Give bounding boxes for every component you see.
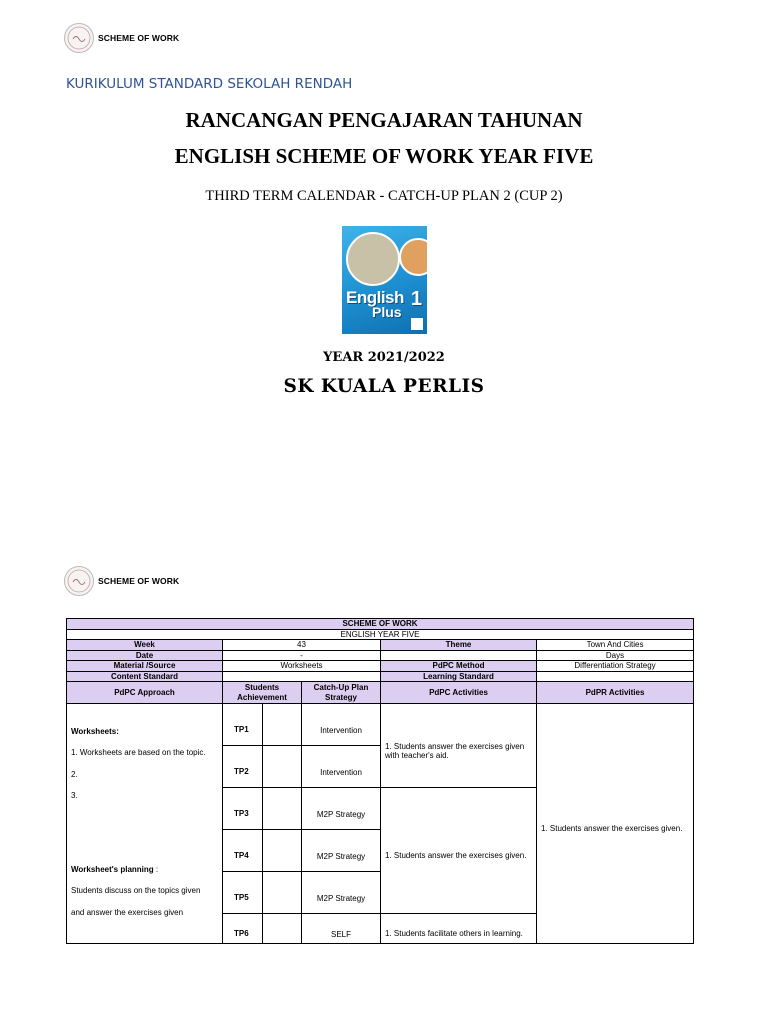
scheme-of-work-table: [66, 618, 694, 944]
tp-label: TP4: [223, 830, 263, 872]
col-achievement: Students Achievement: [223, 682, 302, 704]
pdpc-activity-1: 1. Students answer the exercises given with teacher's aid.: [381, 704, 537, 788]
pdpr-activity: 1. Students answer the exercises given.: [537, 704, 694, 944]
term-label: THIRD TERM CALENDAR - CATCH-UP PLAN 2 (CUP 2): [205, 188, 563, 204]
pdpc-activity-2: 1. Students answer the exercises given.: [381, 788, 537, 914]
cover-title-english: English: [346, 288, 404, 307]
title-line-2: ENGLISH SCHEME OF WORK YEAR FIVE: [174, 144, 594, 168]
planning-line-1: Students discuss on the topics given: [71, 886, 201, 896]
cover-photo-circle: [346, 232, 400, 286]
tp-check-cell: [263, 914, 302, 944]
tp-check-cell: [263, 830, 302, 872]
tp-check-cell: [263, 704, 302, 746]
table-subtitle: ENGLISH YEAR FIVE: [67, 629, 694, 640]
school-logo-icon: [64, 566, 94, 596]
material-value: Worksheets: [223, 661, 381, 672]
planning-colon: :: [153, 864, 159, 874]
content-standard-label: Content Standard: [67, 671, 223, 682]
week-value: 43: [223, 640, 381, 651]
tp-check-cell: [263, 746, 302, 788]
theme-label: Theme: [381, 640, 537, 651]
cover-photo-circle-small: [399, 238, 427, 276]
material-label: Material /Source: [67, 661, 223, 672]
tp-check-cell: [263, 788, 302, 830]
strategy-cell: Intervention: [302, 746, 381, 788]
approach-point-2: 2.: [71, 769, 78, 779]
academic-year: YEAR 2021/2022: [323, 350, 445, 365]
date-value: -: [223, 650, 381, 661]
tp-label: TP6: [223, 914, 263, 944]
table-title: SCHEME OF WORK: [67, 619, 694, 630]
days-value: Days: [537, 650, 694, 661]
header-label: SCHEME OF WORK: [98, 576, 180, 586]
cover-title-plus: Plus: [372, 304, 402, 320]
content-standard-value: [223, 671, 381, 682]
page-header: [64, 23, 179, 53]
pdpc-activity-3: 1. Students facilitate others in learning.: [381, 914, 537, 944]
col-approach: PdPC Approach: [67, 682, 223, 704]
tp-label: TP2: [223, 746, 263, 788]
date-label: Date: [67, 650, 223, 661]
school-name: SK KUALA PERLIS: [283, 376, 485, 397]
tp-label: TP3: [223, 788, 263, 830]
approach-heading: Worksheets:: [71, 726, 119, 736]
approach-point-3: 3.: [71, 791, 78, 801]
method-label: PdPC Method: [381, 661, 537, 672]
textbook-cover-image: [342, 226, 427, 334]
curriculum-label: KURIKULUM STANDARD SEKOLAH RENDAH: [66, 76, 353, 92]
qr-code-icon: [411, 318, 423, 330]
strategy-cell: M2P Strategy: [302, 830, 381, 872]
tp-label: TP1: [223, 704, 263, 746]
col-strategy: Catch-Up Plan Strategy: [302, 682, 381, 704]
school-logo-icon: [64, 23, 94, 53]
strategy-cell: M2P Strategy: [302, 872, 381, 914]
strategy-cell: SELF: [302, 914, 381, 944]
approach-cell: [67, 704, 223, 944]
strategy-cell: Intervention: [302, 704, 381, 746]
method-value: Differentiation Strategy: [537, 661, 694, 672]
tp-check-cell: [263, 872, 302, 914]
planning-line-2: and answer the exercises given: [71, 907, 184, 917]
cover-title-number: 1: [410, 288, 422, 310]
learning-standard-label: Learning Standard: [381, 671, 537, 682]
week-label: Week: [67, 640, 223, 651]
approach-point-1: 1. Worksheets are based on the topic.: [71, 748, 206, 758]
tp-label: TP5: [223, 872, 263, 914]
page-header-2: [64, 566, 179, 596]
theme-value: Town And Cities: [537, 640, 694, 651]
empty-cell: [381, 650, 537, 661]
planning-heading: Worksheet's planning: [71, 864, 154, 874]
strategy-cell: M2P Strategy: [302, 788, 381, 830]
learning-standard-value: [537, 671, 694, 682]
title-line-1: RANCANGAN PENGAJARAN TAHUNAN: [185, 108, 583, 132]
col-pdpr-activities: PdPR Activities: [537, 682, 694, 704]
col-pdpc-activities: PdPC Activities: [381, 682, 537, 704]
header-label: SCHEME OF WORK: [98, 33, 180, 43]
